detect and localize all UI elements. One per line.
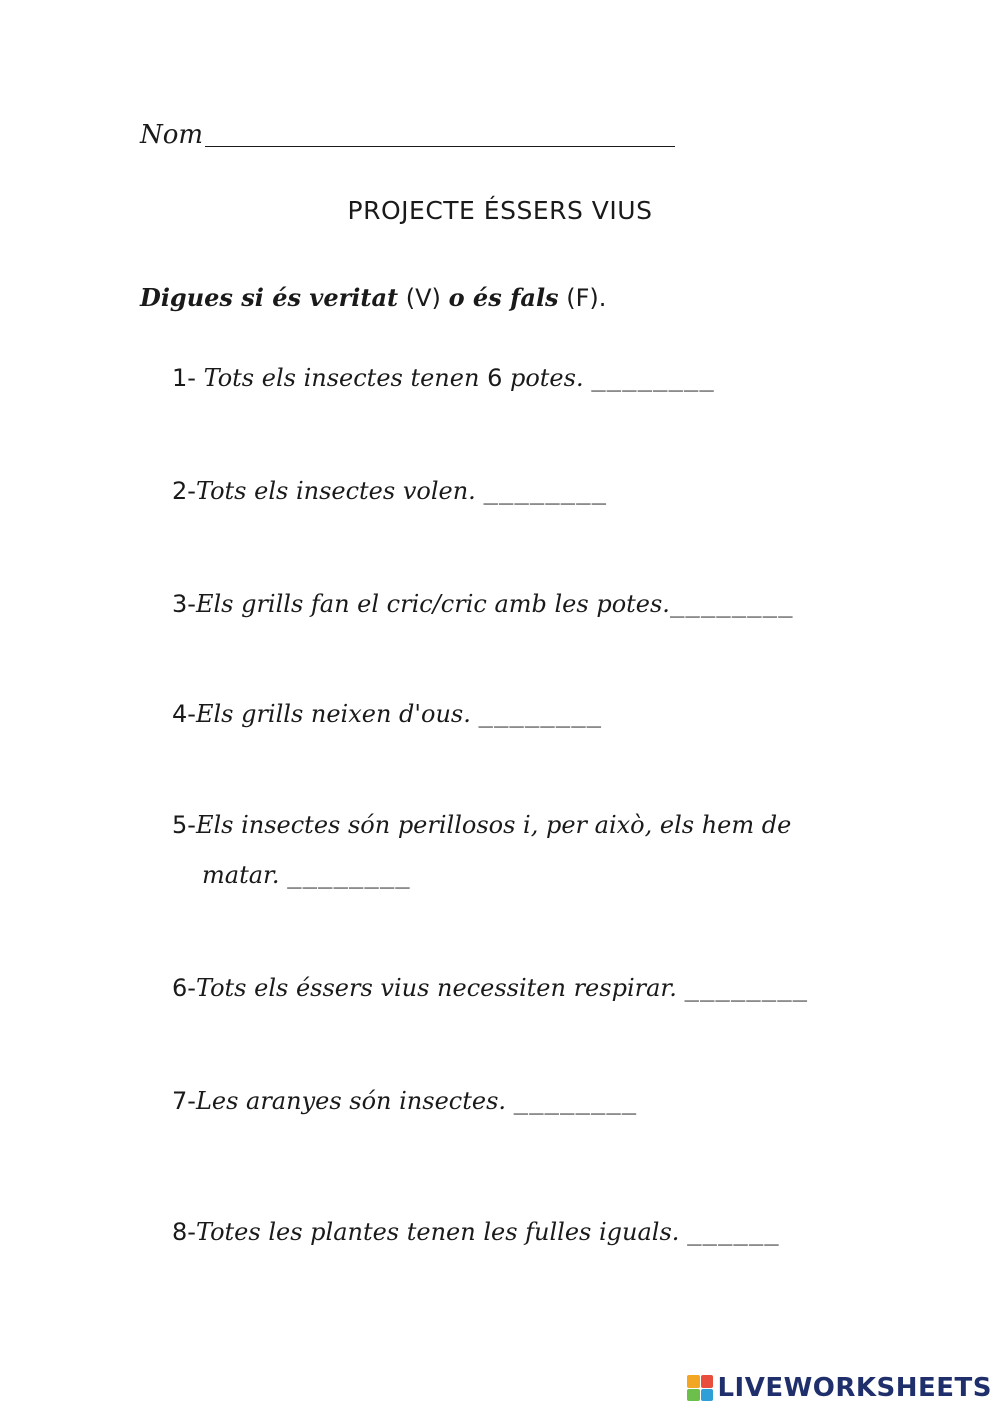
question-5	[172, 811, 791, 889]
question-text-cont: matar.	[202, 861, 288, 889]
question-text: Totes les plantes tenen les fulles iguals.	[195, 1218, 688, 1246]
logo-square-4	[701, 1389, 714, 1402]
logo-square-2	[701, 1375, 714, 1388]
answer-blank-3[interactable]: ________	[669, 590, 794, 618]
instruction-text-2: o és fals	[448, 283, 559, 312]
question-3	[172, 590, 794, 618]
question-8	[172, 1218, 780, 1246]
question-4	[172, 700, 602, 728]
question-text: Les aranyes són insectes.	[195, 1087, 514, 1115]
question-1	[172, 364, 715, 392]
question-text-end: potes.	[502, 364, 592, 392]
instruction	[140, 283, 606, 312]
instruction-false-marker: (F).	[566, 284, 607, 312]
question-number: 6-	[172, 974, 196, 1002]
question-number: 7-	[172, 1087, 196, 1115]
logo-square-1	[687, 1375, 700, 1388]
logo-square-3	[687, 1389, 700, 1402]
question-text: Tots els insectes volen.	[195, 477, 484, 505]
question-number: 3-	[172, 590, 196, 618]
answer-blank-7[interactable]: ________	[513, 1087, 638, 1115]
answer-blank-8[interactable]: ______	[687, 1218, 780, 1246]
name-field-row	[140, 112, 680, 152]
liveworksheets-logo[interactable]	[687, 1373, 992, 1403]
question-number: 1-	[172, 364, 196, 392]
instruction-text-1: Digues si és veritat	[140, 283, 399, 312]
name-label: Nom	[140, 120, 204, 150]
answer-blank-5[interactable]: ________	[287, 861, 411, 889]
question-7	[172, 1087, 637, 1115]
question-text: Tots els éssers vius necessiten respirar.	[195, 974, 685, 1002]
answer-blank-4[interactable]: ________	[478, 700, 603, 728]
answer-blank-6[interactable]: ________	[684, 974, 809, 1002]
question-inline-number: 6	[487, 364, 503, 392]
question-number: 2-	[172, 477, 196, 505]
answer-blank-1[interactable]: ________	[591, 364, 715, 392]
answer-blank-2[interactable]: ________	[483, 477, 608, 505]
question-text: Tots els insectes tenen	[195, 364, 488, 392]
question-number: 5-	[172, 811, 196, 839]
question-text: Els grills neixen d'ous.	[195, 700, 479, 728]
question-text: Els insectes són perillosos i, per això, els hem de	[195, 811, 792, 839]
question-6	[172, 974, 808, 1002]
name-answer-line[interactable]	[205, 146, 675, 147]
question-text: Els grills fan el cric/cric amb les potes.	[195, 590, 670, 618]
page-title: PROJECTE ÉSSERS VIUS	[347, 196, 653, 225]
instruction-true-marker: (V)	[405, 284, 441, 312]
question-number: 4-	[172, 700, 196, 728]
liveworksheets-logo-icon	[687, 1375, 713, 1401]
question-2	[172, 477, 607, 505]
question-number: 8-	[172, 1218, 196, 1246]
question-text-continuation	[202, 861, 791, 889]
liveworksheets-brand: LIVEWORKSHEETS	[717, 1373, 992, 1403]
